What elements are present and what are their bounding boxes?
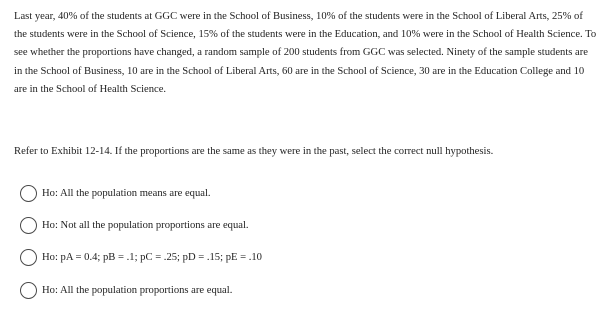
exhibit-passage: Last year, 40% of the students at GGC were in the School of Business, 10% of the students were in the School of Liberal Arts, 25% of the students were in the School of Science, 15% of the students were in the Education, and 10% were in the School of Health Science. To see whether the proportions have changed, a random sample of 200 students from GGC was selected. Ninety of the sample students are in the School of Business, 10 are in the School of Liberal Arts, 60 are in the School of Science, 30 are in the Education College and 10 are in the School of Health Science. bbox=[14, 11, 597, 95]
radio-button[interactable] bbox=[20, 185, 37, 202]
answer-option-3[interactable] bbox=[20, 242, 580, 274]
answer-option-1[interactable] bbox=[20, 177, 580, 209]
answer-option-label: Ho: All the population means are equal. bbox=[42, 187, 211, 199]
answer-option-4[interactable] bbox=[20, 274, 580, 306]
answer-options bbox=[20, 177, 580, 306]
answer-option-label: Ho: pA = 0.4; pB = .1; pC = .25; pD = .15; pE = .10 bbox=[42, 252, 262, 264]
radio-button[interactable] bbox=[20, 217, 37, 234]
question-prompt: Refer to Exhibit 12-14. If the proportions are the same as they were in the past, select the correct null hypothesis. bbox=[14, 146, 494, 157]
answer-option-label: Ho: Not all the population proportions are equal. bbox=[42, 219, 249, 231]
answer-option-2[interactable] bbox=[20, 209, 580, 241]
radio-button[interactable] bbox=[20, 249, 37, 266]
radio-button[interactable] bbox=[20, 282, 37, 299]
answer-option-label: Ho: All the population proportions are equal. bbox=[42, 284, 233, 296]
